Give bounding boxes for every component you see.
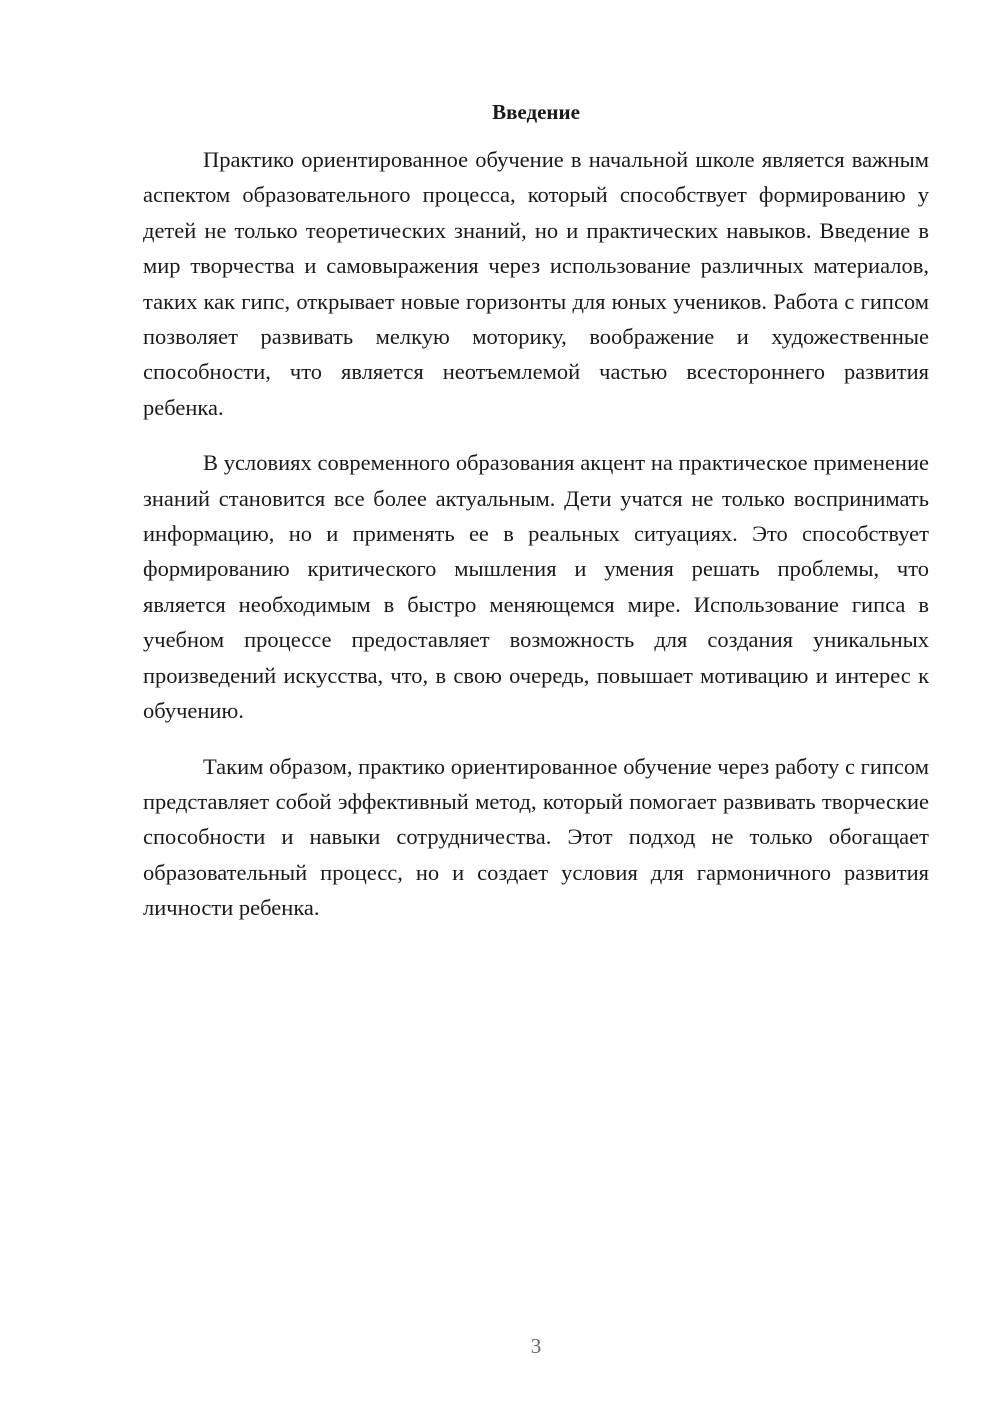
page-number: 3 <box>530 1334 542 1358</box>
paragraph-3: Таким образом, практико ориентированное обучение через работу с гипсом представляет собой эффективный метод, который помогает развивать творческие способности и навыки сотрудничества. Этот подход не только обогащает образовательный процесс, но и создает условия для гармоничного развития личности ребенка. <box>143 753 929 921</box>
page-title: Введение <box>492 100 580 124</box>
document-body <box>143 142 929 946</box>
paragraph-1: Практико ориентированное обучение в начальной школе является важным аспектом образовательного процесса, который способствует формированию у детей не только теоретических знаний, но и практических навыков. Введение в мир творчества и самовыражения через использование различных материалов, таких как гипс, открывает новые горизонты для юных учеников. Работа с гипсом позволяет развивать мелкую моторику, воображение и художественные способности, что является неотъемлемой частью всестороннего развития ребенка. <box>143 147 929 420</box>
paragraph-2: В условиях современного образования акцент на практическое применение знаний становится все более актуальным. Дети учатся не только воспринимать информацию, но и применять ее в реальных ситуациях. Это способствует формированию критического мышления и умения решать проблемы, что является необходимым в быстро меняющемся мире. Использование гипса в учебном процессе предоставляет возможность для создания уникальных произведений искусства, что, в свою очередь, повышает мотивацию и интерес к обучению. <box>143 450 929 724</box>
